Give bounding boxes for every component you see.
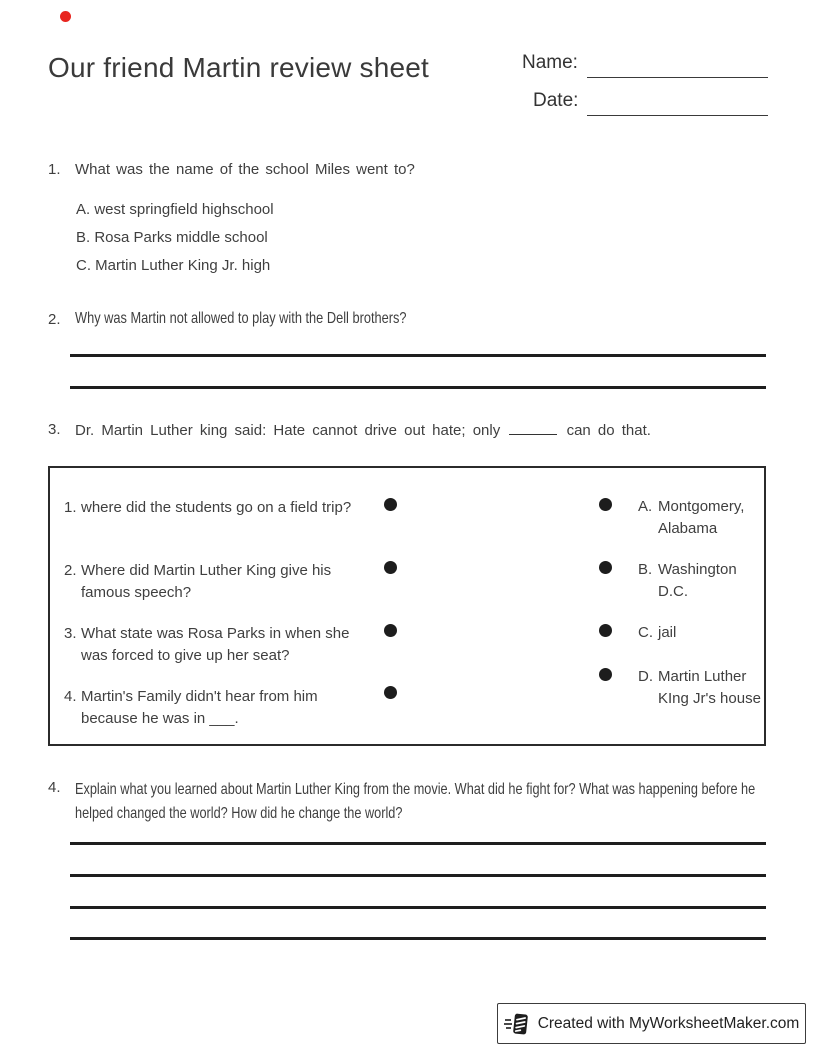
matching-left-item: 4. Martin's Family didn't hear from him because he was in ___. — [64, 688, 318, 727]
matching-right-option: A. Montgomery, Alabama — [638, 498, 745, 537]
answer-line — [70, 354, 766, 357]
question-1-option-a: A. west springfield highschool — [76, 201, 274, 218]
question-1-option-c: C. Martin Luther King Jr. high — [76, 257, 271, 274]
match-dot-left-2[interactable] — [384, 561, 397, 574]
date-blank-line — [587, 115, 768, 116]
match-dot-right-a[interactable] — [599, 498, 612, 511]
question-2-number: 2. — [48, 311, 61, 328]
matching-section — [48, 466, 766, 746]
match-dot-left-3[interactable] — [384, 624, 397, 637]
date-label: Date: — [533, 90, 579, 111]
name-blank-line — [587, 77, 768, 78]
question-3-text-before: Dr. Martin Luther king said: Hate cannot drive out hate; only — [75, 422, 501, 439]
match-dot-left-4[interactable] — [384, 686, 397, 699]
myworksheetmaker-logo-icon — [504, 1011, 530, 1037]
match-dot-left-1[interactable] — [384, 498, 397, 511]
question-1-number: 1. — [48, 161, 61, 178]
question-3-text — [75, 421, 775, 439]
match-dot-right-d[interactable] — [599, 668, 612, 681]
question-3-text-after: can do that. — [566, 422, 651, 439]
matching-right-option: C. jail — [638, 624, 677, 641]
page-title: Our friend Martin review sheet — [48, 52, 430, 83]
worksheet-maker-credit[interactable] — [497, 1003, 806, 1044]
question-3-number: 3. — [48, 421, 61, 438]
answer-line — [70, 906, 766, 909]
matching-right-option: B. Washington D.C. — [638, 561, 737, 600]
matching-left-item: 1. where did the students go on a field trip? — [64, 499, 352, 516]
answer-line — [70, 937, 766, 940]
question-1-option-b: B. Rosa Parks middle school — [76, 229, 268, 246]
matching-right-option: D. Martin Luther KIng Jr's house — [638, 668, 761, 707]
answer-line — [70, 842, 766, 845]
question-1-text: What was the name of the school Miles went to? — [75, 161, 415, 178]
match-dot-right-b[interactable] — [599, 561, 612, 574]
answer-line — [70, 386, 766, 389]
name-label: Name: — [522, 52, 578, 73]
answer-line — [70, 874, 766, 877]
match-dot-right-c[interactable] — [599, 624, 612, 637]
matching-left-item: 2. Where did Martin Luther King give his famous speech? — [64, 562, 332, 601]
credit-text: Created with MyWorksheetMaker.com — [537, 1014, 800, 1032]
question-2-text: Why was Martin not allowed to play with the Dell brothers? — [75, 310, 407, 327]
fill-in-blank — [509, 421, 557, 435]
matching-left-item: 3. What state was Rosa Parks in when she was forced to give up her seat? — [64, 625, 350, 664]
question-4-number: 4. — [48, 779, 61, 796]
red-dot-marker — [60, 11, 71, 22]
question-4-text: Explain what you learned about Martin Luther King from the movie. What did he fight for? What was happening before he helped changed the world? How did he change the world? — [75, 781, 756, 822]
